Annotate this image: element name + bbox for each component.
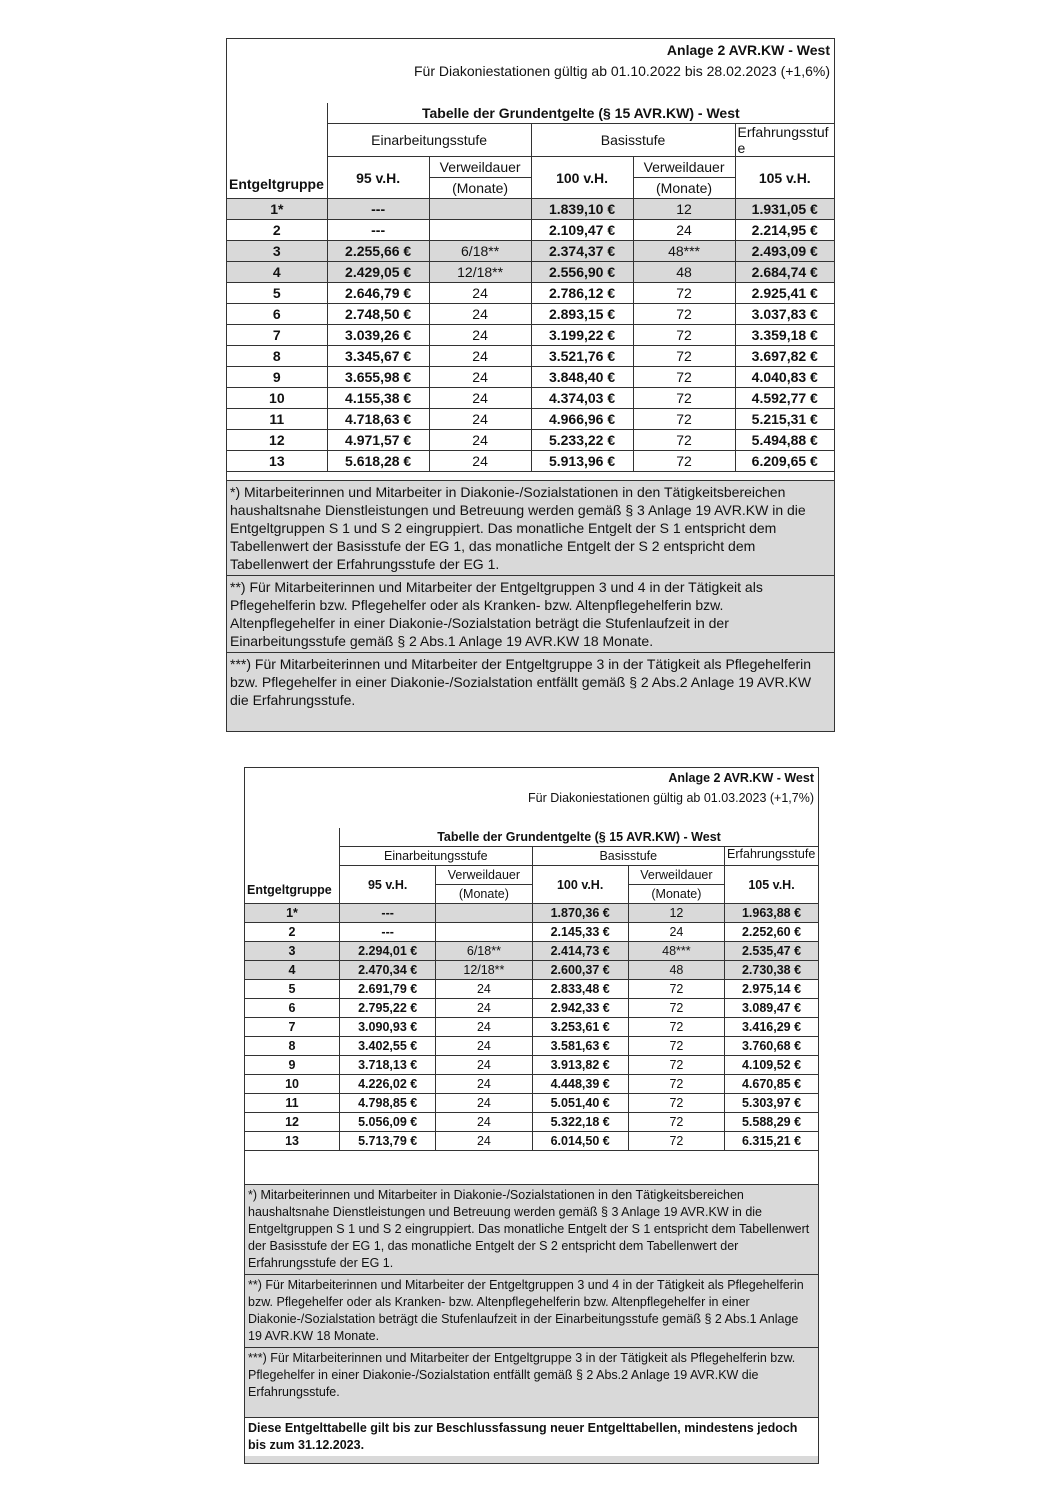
cell-dwell-2: 72 <box>633 325 735 346</box>
salary-table <box>245 828 818 1151</box>
header-dwell-1: Verweildauer <box>429 157 531 178</box>
cell-95: 2.748,50 € <box>327 304 429 325</box>
cell-105: 3.760,68 € <box>725 1037 818 1056</box>
cell-100: 3.199,22 € <box>531 325 633 346</box>
table-title: Tabelle der Grundentgelte (§ 15 AVR.KW) - West <box>340 828 818 847</box>
table-row <box>227 220 834 241</box>
footnote: **) Für Mitarbeiterinnen und Mitarbeiter der Entgeltgruppen 3 und 4 in der Tätigkeit als Pflegehelferin bzw. Pflegehelfer oder als Kranken- bzw. Altenpflegehelferin bzw. Altenpflegehelfer in einer Diakonie-/Sozialstation beträgt die Stufenlaufzeit in der Einarbeitungsstufe gemäß § 2 Abs.1 Anlage 19 AVR.KW 18 Monate. <box>245 1275 818 1348</box>
cell-95: 2.795,22 € <box>340 999 436 1018</box>
cell-95: 5.056,09 € <box>340 1113 436 1132</box>
table-row <box>227 367 834 388</box>
cell-group: 6 <box>245 999 340 1018</box>
cell-100: 5.233,22 € <box>531 430 633 451</box>
sheet-header <box>227 39 834 103</box>
cell-dwell-1: 24 <box>436 1037 532 1056</box>
header-stage-basis: Basisstufe <box>531 124 735 157</box>
cell-dwell-2: 72 <box>628 1037 724 1056</box>
salary-table <box>227 103 834 472</box>
table-row <box>245 923 818 942</box>
table-row <box>227 430 834 451</box>
cell-group: 9 <box>227 367 327 388</box>
col-header-group: Entgeltgruppe <box>245 828 340 904</box>
cell-95: 3.345,67 € <box>327 346 429 367</box>
table-row <box>227 346 834 367</box>
cell-dwell-1: 6/18** <box>429 241 531 262</box>
cell-105: 2.493,09 € <box>735 241 834 262</box>
cell-dwell-1: 24 <box>436 1094 532 1113</box>
table-row <box>227 325 834 346</box>
cell-95: 4.155,38 € <box>327 388 429 409</box>
cell-group: 13 <box>245 1132 340 1151</box>
cell-dwell-1: 24 <box>436 999 532 1018</box>
header-stage-erfahrung: Erfahrungsstufe <box>725 847 818 866</box>
cell-105: 3.416,29 € <box>725 1018 818 1037</box>
cell-95: 3.655,98 € <box>327 367 429 388</box>
table-row <box>245 1018 818 1037</box>
cell-group: 12 <box>227 430 327 451</box>
cell-105: 2.975,14 € <box>725 980 818 999</box>
cell-dwell-1: 24 <box>436 1075 532 1094</box>
cell-dwell-2: 48 <box>628 961 724 980</box>
cell-dwell-2: 12 <box>628 904 724 923</box>
header-stage-erfahrung: Erfahrungsstufe <box>735 124 834 157</box>
cell-100: 2.109,47 € <box>531 220 633 241</box>
cell-dwell-2: 72 <box>628 1113 724 1132</box>
cell-100: 3.521,76 € <box>531 346 633 367</box>
cell-105: 2.252,60 € <box>725 923 818 942</box>
cell-100: 2.556,90 € <box>531 262 633 283</box>
cell-dwell-1: 24 <box>429 325 531 346</box>
cell-group: 8 <box>227 346 327 367</box>
table-row <box>245 999 818 1018</box>
cell-group: 9 <box>245 1056 340 1075</box>
cell-95: 4.226,02 € <box>340 1075 436 1094</box>
cell-95: 3.402,55 € <box>340 1037 436 1056</box>
cell-dwell-1: 24 <box>429 388 531 409</box>
cell-dwell-2: 72 <box>628 1075 724 1094</box>
cell-dwell-2: 72 <box>633 283 735 304</box>
table-row <box>227 451 834 472</box>
cell-105: 6.209,65 € <box>735 451 834 472</box>
cell-group: 5 <box>227 283 327 304</box>
cell-105: 2.925,41 € <box>735 283 834 304</box>
cell-95: 2.294,01 € <box>340 942 436 961</box>
cell-dwell-1 <box>436 923 532 942</box>
cell-dwell-2: 48*** <box>628 942 724 961</box>
table-row <box>245 1056 818 1075</box>
cell-95: 2.470,34 € <box>340 961 436 980</box>
header-pct-100: 100 v.H. <box>531 157 633 199</box>
table-row <box>245 1075 818 1094</box>
header-months-2: (Monate) <box>628 885 724 904</box>
cell-dwell-2: 72 <box>628 1056 724 1075</box>
table-row <box>245 1113 818 1132</box>
footnote: **) Für Mitarbeiterinnen und Mitarbeiter der Entgeltgruppen 3 und 4 in der Tätigkeit als Pflegehelferin bzw. Pflegehelfer oder als Kranken- bzw. Altenpflegehelferin bzw. Altenpflegehelfer in einer Diakonie-/Sozialstation beträgt die Stufenlaufzeit in der Einarbeitungsstufe gemäß § 2 Abs.1 Anlage 19 AVR.KW 18 Monate. <box>227 576 834 653</box>
cell-100: 2.374,37 € <box>531 241 633 262</box>
footnotes <box>227 480 834 731</box>
cell-105: 4.592,77 € <box>735 388 834 409</box>
footnote: ***) Für Mitarbeiterinnen und Mitarbeiter der Entgeltgruppe 3 in der Tätigkeit als Pflegehelferin bzw. Pflegehelfer in einer Diakonie-/Sozialstation entfällt gemäß § 2 Abs.2 Anlage 19 AVR.KW die Erfahrungsstufe. <box>245 1348 818 1418</box>
cell-105: 3.697,82 € <box>735 346 834 367</box>
cell-100: 1.839,10 € <box>531 199 633 220</box>
cell-group: 1* <box>227 199 327 220</box>
cell-group: 1* <box>245 904 340 923</box>
table-row <box>245 1094 818 1113</box>
cell-105: 3.089,47 € <box>725 999 818 1018</box>
footnote: *) Mitarbeiterinnen und Mitarbeiter in Diakonie-/Sozialstationen in den Tätigkeitsbereichen haushaltsnahe Dienstleistungen und Betreuung werden gemäß § 3 Anlage 19 AVR.KW in die Entgeltgruppen S 1 und S 2 eingruppiert. Das monatliche Entgelt der S 1 entspricht dem Tabellenwert der Basisstufe der EG 1, das monatliche Entgelt der S 2 entspricht dem Tabellenwert der Erfahrungsstufe der EG 1. <box>227 481 834 576</box>
cell-105: 2.684,74 € <box>735 262 834 283</box>
cell-100: 1.870,36 € <box>532 904 628 923</box>
cell-100: 2.942,33 € <box>532 999 628 1018</box>
cell-group: 11 <box>245 1094 340 1113</box>
cell-group: 7 <box>245 1018 340 1037</box>
cell-group: 11 <box>227 409 327 430</box>
cell-dwell-2: 12 <box>633 199 735 220</box>
header-dwell-2: Verweildauer <box>628 866 724 885</box>
salary-sheet-2023 <box>244 767 819 1464</box>
table-row <box>245 980 818 999</box>
cell-group: 6 <box>227 304 327 325</box>
cell-dwell-2: 72 <box>633 304 735 325</box>
cell-100: 3.581,63 € <box>532 1037 628 1056</box>
cell-dwell-2: 72 <box>628 1132 724 1151</box>
sheet-header <box>245 768 818 828</box>
cell-group: 10 <box>245 1075 340 1094</box>
cell-95: --- <box>340 904 436 923</box>
cell-dwell-2: 72 <box>633 346 735 367</box>
validity-line: Für Diakoniestationen gültig ab 01.10.2022 bis 28.02.2023 (+1,6%) <box>413 63 830 79</box>
cell-95: --- <box>327 199 429 220</box>
cell-dwell-2: 24 <box>628 923 724 942</box>
cell-dwell-2: 72 <box>633 409 735 430</box>
footnote: ***) Für Mitarbeiterinnen und Mitarbeiter der Entgeltgruppe 3 in der Tätigkeit als Pflegehelferin bzw. Pflegehelfer in einer Diakonie-/Sozialstation entfällt gemäß § 2 Abs.2 Anlage 19 AVR.KW die Erfahrungsstufe. <box>230 656 812 708</box>
cell-group: 10 <box>227 388 327 409</box>
header-stage-einarbeitung: Einarbeitungsstufe <box>340 847 533 866</box>
cell-dwell-1: 24 <box>436 1018 532 1037</box>
cell-dwell-1: 24 <box>436 1056 532 1075</box>
table-row <box>227 199 834 220</box>
cell-dwell-1: 24 <box>436 980 532 999</box>
header-months-1: (Monate) <box>436 885 532 904</box>
cell-105: 4.040,83 € <box>735 367 834 388</box>
col-header-group: Entgeltgruppe <box>227 103 327 199</box>
cell-95: --- <box>327 220 429 241</box>
sheet-title: Anlage 2 AVR.KW - West <box>668 771 814 785</box>
table-body <box>245 828 818 1151</box>
cell-group: 8 <box>245 1037 340 1056</box>
table-row <box>245 961 818 980</box>
cell-group: 5 <box>245 980 340 999</box>
cell-dwell-1: 12/18** <box>429 262 531 283</box>
cell-95: 4.798,85 € <box>340 1094 436 1113</box>
cell-dwell-1: 12/18** <box>436 961 532 980</box>
cell-100: 3.848,40 € <box>531 367 633 388</box>
cell-95: 2.429,05 € <box>327 262 429 283</box>
table-row <box>227 283 834 304</box>
cell-dwell-1: 24 <box>429 430 531 451</box>
cell-dwell-2: 72 <box>633 430 735 451</box>
sheet-title: Anlage 2 AVR.KW - West <box>666 42 830 58</box>
cell-100: 2.786,12 € <box>531 283 633 304</box>
cell-95: 5.713,79 € <box>340 1132 436 1151</box>
cell-100: 5.051,40 € <box>532 1094 628 1113</box>
cell-105: 5.494,88 € <box>735 430 834 451</box>
cell-105: 4.670,85 € <box>725 1075 818 1094</box>
cell-group: 4 <box>227 262 327 283</box>
cell-105: 4.109,52 € <box>725 1056 818 1075</box>
cell-105: 2.214,95 € <box>735 220 834 241</box>
table-row <box>245 942 818 961</box>
cell-105: 3.359,18 € <box>735 325 834 346</box>
cell-105: 5.303,97 € <box>725 1094 818 1113</box>
cell-95: 2.255,66 € <box>327 241 429 262</box>
cell-dwell-2: 72 <box>628 999 724 1018</box>
header-pct-95: 95 v.H. <box>340 866 436 904</box>
cell-group: 3 <box>245 942 340 961</box>
cell-100: 4.374,03 € <box>531 388 633 409</box>
header-pct-100: 100 v.H. <box>532 866 628 904</box>
cell-group: 4 <box>245 961 340 980</box>
cell-95: 2.646,79 € <box>327 283 429 304</box>
validity-line: Für Diakoniestationen gültig ab 01.03.2023 (+1,7%) <box>528 791 814 805</box>
table-row <box>245 904 818 923</box>
table-body <box>227 103 834 472</box>
cell-dwell-1: 24 <box>429 304 531 325</box>
cell-100: 2.893,15 € <box>531 304 633 325</box>
cell-dwell-1: 24 <box>429 451 531 472</box>
cell-dwell-2: 72 <box>633 451 735 472</box>
cell-group: 7 <box>227 325 327 346</box>
header-stage-einarbeitung: Einarbeitungsstufe <box>327 124 531 157</box>
cell-dwell-2: 72 <box>628 980 724 999</box>
cell-group: 12 <box>245 1113 340 1132</box>
cell-dwell-1: 24 <box>429 367 531 388</box>
cell-100: 4.966,96 € <box>531 409 633 430</box>
cell-dwell-2: 48 <box>633 262 735 283</box>
table-row <box>245 1037 818 1056</box>
table-row <box>227 241 834 262</box>
cell-100: 5.322,18 € <box>532 1113 628 1132</box>
cell-dwell-1: 24 <box>436 1113 532 1132</box>
cell-100: 2.414,73 € <box>532 942 628 961</box>
cell-dwell-1 <box>436 904 532 923</box>
cell-100: 2.145,33 € <box>532 923 628 942</box>
cell-105: 5.215,31 € <box>735 409 834 430</box>
header-dwell-1: Verweildauer <box>436 866 532 885</box>
header-pct-95: 95 v.H. <box>327 157 429 199</box>
salary-sheet-2022 <box>226 38 835 732</box>
footnote: *) Mitarbeiterinnen und Mitarbeiter in Diakonie-/Sozialstationen in den Tätigkeitsbereichen haushaltsnahe Dienstleistungen und Betreuung werden gemäß § 3 Anlage 19 AVR.KW in die Entgeltgruppen S 1 und S 2 eingruppiert. Das monatliche Entgelt der S 1 entspricht dem Tabellenwert der Basisstufe der EG 1, das monatliche Entgelt der S 2 entspricht dem Tabellenwert der Erfahrungsstufe der EG 1. <box>245 1185 818 1275</box>
cell-105: 1.931,05 € <box>735 199 834 220</box>
cell-dwell-1: 24 <box>436 1132 532 1151</box>
header-pct-105: 105 v.H. <box>725 866 818 904</box>
cell-dwell-2: 72 <box>633 388 735 409</box>
cell-group: 13 <box>227 451 327 472</box>
table-row <box>227 262 834 283</box>
cell-105: 2.535,47 € <box>725 942 818 961</box>
table-row <box>227 304 834 325</box>
cell-95: 5.618,28 € <box>327 451 429 472</box>
table-row <box>245 1132 818 1151</box>
cell-dwell-1: 24 <box>429 409 531 430</box>
cell-100: 4.448,39 € <box>532 1075 628 1094</box>
cell-100: 3.253,61 € <box>532 1018 628 1037</box>
cell-95: 3.718,13 € <box>340 1056 436 1075</box>
cell-dwell-1: 6/18** <box>436 942 532 961</box>
cell-95: 3.039,26 € <box>327 325 429 346</box>
table-title: Tabelle der Grundentgelte (§ 15 AVR.KW) - West <box>327 103 834 124</box>
cell-dwell-1: 24 <box>429 283 531 304</box>
cell-105: 3.037,83 € <box>735 304 834 325</box>
cell-100: 6.014,50 € <box>532 1132 628 1151</box>
cell-100: 5.913,96 € <box>531 451 633 472</box>
cell-group: 3 <box>227 241 327 262</box>
cell-100: 2.600,37 € <box>532 961 628 980</box>
cell-95: --- <box>340 923 436 942</box>
header-months-1: (Monate) <box>429 178 531 199</box>
cell-100: 3.913,82 € <box>532 1056 628 1075</box>
header-stage-basis: Basisstufe <box>532 847 725 866</box>
cell-dwell-2: 48*** <box>633 241 735 262</box>
table-row <box>227 409 834 430</box>
cell-100: 2.833,48 € <box>532 980 628 999</box>
cell-105: 1.963,88 € <box>725 904 818 923</box>
validity-note: Diese Entgelttabelle gilt bis zur Beschlussfassung neuer Entgelttabellen, mindestens jedoch bis zum 31.12.2023. <box>245 1418 818 1456</box>
cell-95: 4.718,63 € <box>327 409 429 430</box>
cell-95: 4.971,57 € <box>327 430 429 451</box>
cell-group: 2 <box>245 923 340 942</box>
cell-95: 3.090,93 € <box>340 1018 436 1037</box>
cell-105: 6.315,21 € <box>725 1132 818 1151</box>
header-dwell-2: Verweildauer <box>633 157 735 178</box>
cell-dwell-1 <box>429 199 531 220</box>
footnotes <box>245 1184 818 1463</box>
cell-group: 2 <box>227 220 327 241</box>
header-pct-105: 105 v.H. <box>735 157 834 199</box>
header-months-2: (Monate) <box>633 178 735 199</box>
cell-105: 5.588,29 € <box>725 1113 818 1132</box>
cell-dwell-2: 72 <box>633 367 735 388</box>
cell-dwell-1: 24 <box>429 346 531 367</box>
cell-dwell-2: 72 <box>628 1018 724 1037</box>
cell-dwell-2: 72 <box>628 1094 724 1113</box>
table-row <box>227 388 834 409</box>
cell-95: 2.691,79 € <box>340 980 436 999</box>
cell-dwell-2: 24 <box>633 220 735 241</box>
cell-105: 2.730,38 € <box>725 961 818 980</box>
cell-dwell-1 <box>429 220 531 241</box>
